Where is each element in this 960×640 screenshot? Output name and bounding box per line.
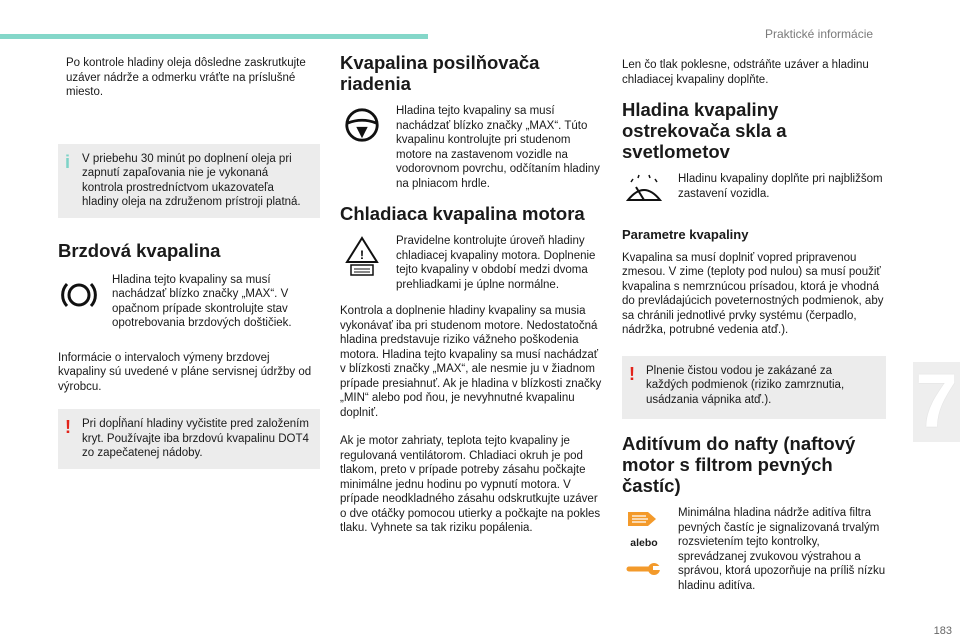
warning-icon: !: [65, 417, 71, 437]
alebo-label: alebo: [630, 537, 658, 549]
washer-title: Hladina kvapaliny ostrekovača skla a svetlometov: [622, 99, 787, 162]
steering-wheel-icon: [340, 104, 384, 191]
fuel-additive-icon: [626, 508, 662, 530]
brake-warn-text: Pri dopĺňaní hladiny vyčistite pred založením kryt. Používajte iba brzdovú kvapalinu DOT4 zo zapečatenej nádoby.: [82, 418, 309, 459]
water-warn-text: Plnenie čistou vodou je zakázané za každých podmienok (riziko zamrznutia, usádzania vápnika atď.).: [646, 364, 845, 406]
info-note: [58, 144, 320, 218]
coolant-intro: Len čo tlak poklesne, odstráňte uzáver a hladinu chladiacej kvapaliny doplňte.: [622, 59, 869, 86]
coolant-paragraph-1: Kontrola a doplnenie hladiny kvapaliny sa musia vykonávať iba pri studenom motore. Nedostatočná hladina predstavuje riziko vážneho poškodenia motora. Hladina tejto kvapaliny sa musí nachádzať v blízkosti značky „MAX“, ale nesmie ju v žiadnom prípade presiahnuť. Ak je hladina v blízkosti značky „MIN“ alebo pod ňou, je nevyhnutné kvapalinu doplniť.: [340, 305, 602, 419]
steering-text: Hladina tejto kvapaliny sa musí nachádzať blízko značky „MAX“. Túto kvapalinu kontrolujte pri studenom motore na zastavenom vozidle na vodorovnom povrchu, odčítaním hladiny na plniacom hrdle.: [396, 105, 600, 190]
column-middle: [340, 52, 602, 536]
wrench-icon: [626, 557, 662, 577]
brake-row: [58, 273, 320, 331]
brake-icon-text: Hladina tejto kvapaliny sa musí nachádzať blízko značky „MAX“. V opačnom prípade skontrolujte stav opotrebovania brzdových doštičiek.: [112, 273, 292, 329]
brake-warn-note: [58, 409, 320, 469]
brake-paragraph: Informácie o intervaloch výmeny brzdovej kvapaliny sú uvedené v pláne servisnej údržby od výrobcu.: [58, 351, 312, 393]
brake-warning-icon: [58, 273, 100, 331]
params-title: Parametre kvapaliny: [622, 227, 749, 242]
coolant-row: [340, 234, 602, 292]
oil-bullet-text: Po kontrole hladiny oleja dôsledne zaskrutkujte uzáver nádrže a odmerku vráťte na príslušné miesto.: [66, 57, 306, 98]
chapter-tab: [913, 359, 960, 444]
steering-row: [340, 104, 602, 191]
coolant-paragraph-2: Ak je motor zahriaty, teplota tejto kvapaliny je regulovaná ventilátorom. Chladiaci okruh je pod tlakom, preto v prípade potreby zásahu počkajte minimálne jednu hodinu po vypnutí motora. V prípade neodkladného zásahu odskrutkujte uzáver o dve otáčky pomocou utierky a počkajte na pokles tlaku. Vyhnete sa tak riziku popálenia.: [340, 435, 601, 534]
brake-title: Brzdová kvapalina: [58, 239, 221, 261]
page-number: 183: [933, 625, 952, 637]
additive-title: Aditívum do nafty (naftový motor s filtrom pevných častíc): [622, 433, 856, 496]
steering-title: Kvapalina posilňovača riadenia: [340, 52, 540, 94]
info-icon: i: [65, 151, 71, 172]
washer-text: Hladinu kvapaliny doplňte pri najbližšom zastavení vozidla.: [678, 173, 883, 200]
svg-text:!: !: [360, 248, 364, 262]
chapter-number: 7: [915, 359, 958, 444]
additive-row: [622, 506, 886, 593]
coolant-title: Chladiaca kvapalina motora: [340, 203, 585, 224]
column-right: [622, 58, 886, 605]
additive-icon-group: [622, 506, 666, 593]
coolant-warning-icon: [340, 234, 384, 292]
warning-icon: !: [629, 363, 635, 384]
info-note-text: V priebehu 30 minút po doplnení oleja pri zapnutí zapaľovania nie je vykonaná kontrola prostredníctvom ukazovateľa hladiny oleja na združenom prístroji platná.: [82, 152, 301, 208]
additive-text: Minimálna hladina nádrže aditíva filtra pevných častíc je signalizovaná trvalým rozsvietením tejto kontrolky, sprevádzanej zvukovou výstrahou a správou, ktorá upozorňuje na príliš nízku hladinu aditíva.: [678, 507, 886, 592]
coolant-icon-text: Pravidelne kontrolujte úroveň hladiny chladiacej kvapaliny motora. Doplnenie tejto kvapaliny v období medzi dvoma prehliadkami je úplne normálne.: [396, 235, 596, 291]
column-left: [58, 56, 320, 483]
params-text: Kvapalina sa musí doplniť vopred pripravenou zmesou. V zime (teploty pod nulou) sa musí použiť kvapalina s nemrznúcou prísadou, ktorá je vhodná do prevládajúcich poveternostných podmienok, aby sa chránili jednotlivé prvky systému (čerpadlo, nádržka, potrubné vedenia atď.).: [622, 251, 884, 336]
header-accent-bar: [0, 34, 428, 39]
windscreen-washer-icon: [622, 172, 666, 206]
oil-bullet: [58, 56, 320, 100]
section-title: Praktické informácie: [765, 27, 874, 41]
washer-row: [622, 172, 886, 206]
water-warn-note: [622, 356, 886, 420]
